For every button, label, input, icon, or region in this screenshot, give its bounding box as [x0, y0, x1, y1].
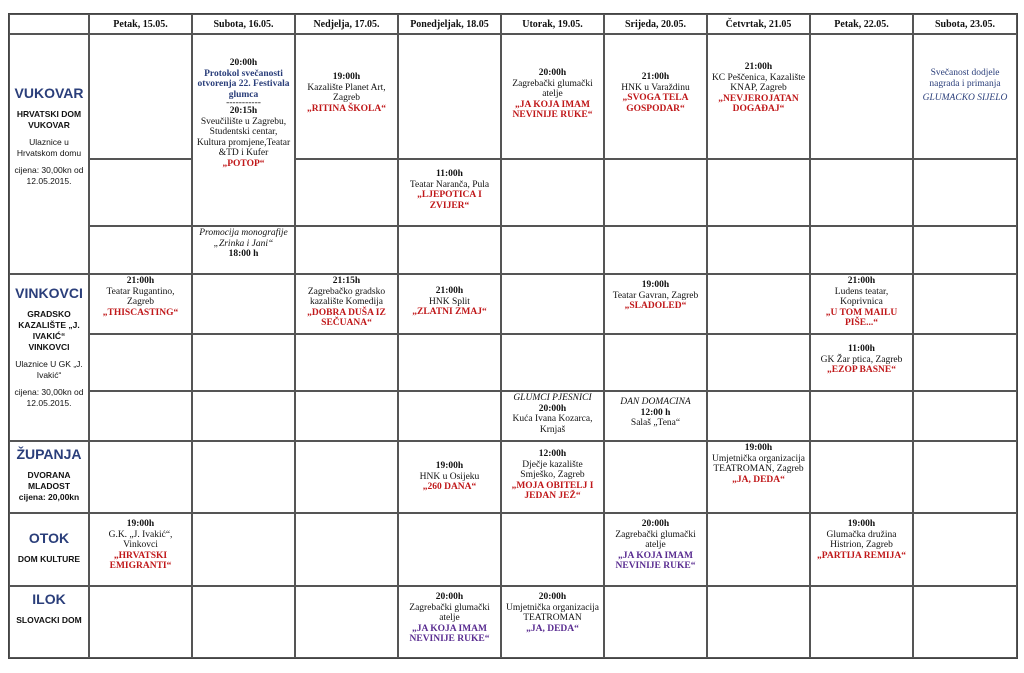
schedule-cell — [295, 586, 398, 658]
vinkovci-row-3 — [9, 391, 1017, 441]
day-header: Petak, 15.05. — [89, 14, 192, 34]
event-cell — [501, 391, 604, 441]
schedule-cell — [89, 159, 192, 226]
schedule-cell — [295, 441, 398, 513]
day-header: Ponedjeljak, 18.05 — [398, 14, 501, 34]
schedule-cell — [192, 391, 295, 441]
vinkovci-row-1 — [9, 274, 1017, 334]
event-time: 20:15h — [229, 106, 258, 116]
schedule-cell — [501, 334, 604, 391]
event-time: 19:00h — [332, 72, 361, 82]
schedule-cell — [398, 34, 501, 159]
event-cell — [501, 34, 604, 159]
schedule-cell — [913, 226, 1017, 274]
event-show: „RITINA ŠKOLA“ — [307, 103, 386, 114]
city-name: OTOK — [28, 530, 70, 546]
city-cell-zupanja — [9, 441, 89, 513]
event-venue: Zagrebački glumački atelje — [512, 78, 593, 99]
day-header: Četvrtak, 21.05 — [707, 14, 810, 34]
event-time: 19:00h — [641, 280, 670, 290]
event-cell — [501, 441, 604, 513]
event-venue: Umjetnička organizacija TEATROMAN, Zagreb — [712, 453, 805, 474]
event-venue: Teatar Rugantino, Zagreb — [106, 286, 175, 307]
event-cell — [810, 274, 913, 334]
event-cell — [89, 513, 192, 586]
event-show: „THISCASTING“ — [102, 307, 179, 318]
schedule-cell — [604, 586, 707, 658]
event-show: „U TOM MAILU PIŠE...“ — [825, 307, 898, 328]
event-venue: Ludens teatar, Koprivnica — [834, 286, 889, 307]
city-name: ILOK — [32, 591, 66, 607]
event-venue: GK Žar ptica, Zagreb — [820, 354, 903, 365]
schedule-cell — [810, 441, 913, 513]
event-show: „HRVATSKI EMIGRANTI“ — [109, 550, 172, 571]
event-show: „POTOP“ — [222, 158, 265, 169]
event-italic-title: GLUMACKO SIJELO — [922, 93, 1008, 103]
day-header: Utorak, 19.05. — [501, 14, 604, 34]
event-ceremony: Svečanost dodjele nagrada i primanja — [929, 68, 1001, 89]
event-venue: HNK Split — [429, 296, 470, 307]
schedule-cell — [810, 159, 913, 226]
festival-schedule-table — [8, 13, 1018, 659]
schedule-cell — [89, 391, 192, 441]
event-cell — [501, 586, 604, 658]
event-venue: Sveučilište u Zagrebu, Studentski centar, Kultura promjene,Teatar &TD i Kufer — [196, 116, 291, 158]
vukovar-row-2 — [9, 159, 1017, 226]
event-cell — [398, 274, 501, 334]
event-italic-title: GLUMCI PJESNICI — [513, 393, 592, 403]
city-venue: HRVATSKI DOM VUKOVAR — [16, 109, 82, 130]
event-time: 19:00h — [126, 519, 155, 529]
schedule-cell — [295, 391, 398, 441]
day-header: Subota, 16.05. — [192, 14, 295, 34]
otok-row — [9, 513, 1017, 586]
schedule-cell — [810, 34, 913, 159]
city-price: cijena: 30,00kn od 12.05.2015. — [14, 387, 84, 408]
event-promo: Promocija monografije „Zrinka i Jani“ — [199, 228, 288, 249]
city-tickets: Ulaznice U GK „J. Ivakić“ — [15, 359, 83, 380]
schedule-cell — [398, 513, 501, 586]
schedule-cell — [604, 334, 707, 391]
event-show: „SLADOLED“ — [624, 301, 687, 311]
event-time: 21:15h — [332, 276, 361, 286]
event-time: 20:00h — [538, 68, 567, 78]
schedule-cell — [501, 226, 604, 274]
event-cell — [192, 34, 295, 226]
event-venue: Zagrebačko gradsko kazalište Komedija — [307, 286, 386, 307]
schedule-cell — [604, 441, 707, 513]
event-show: „LJEPOTICA I ZVIJER“ — [417, 190, 482, 211]
city-name: VINKOVCI — [15, 285, 83, 301]
schedule-cell — [913, 274, 1017, 334]
event-time: 20:00h — [229, 58, 258, 68]
schedule-cell — [89, 34, 192, 159]
event-time: 19:00h — [744, 443, 773, 453]
event-cell — [295, 34, 398, 159]
event-show: „MOJA OBITELJ I JEDAN JEŽ“ — [511, 480, 594, 501]
schedule-cell — [604, 226, 707, 274]
event-divider: ----------- — [226, 98, 261, 108]
event-time: 21:00h — [744, 62, 773, 72]
schedule-cell — [810, 226, 913, 274]
schedule-cell — [604, 159, 707, 226]
event-time: 11:00h — [848, 344, 875, 354]
event-cell — [604, 34, 707, 159]
event-cell — [89, 274, 192, 334]
schedule-cell — [913, 159, 1017, 226]
day-header: Srijeda, 20.05. — [604, 14, 707, 34]
schedule-cell — [295, 159, 398, 226]
event-cell — [604, 513, 707, 586]
event-venue: Zagrebački glumački atelje — [409, 602, 490, 623]
event-venue: Teatar Naranča, Pula — [409, 179, 490, 190]
schedule-cell — [192, 586, 295, 658]
event-venue: Zagrebački glumački atelje — [615, 529, 696, 550]
schedule-cell — [707, 274, 810, 334]
schedule-cell — [89, 441, 192, 513]
schedule-cell — [913, 586, 1017, 658]
event-venue: Dječje kazalište Smješko, Zagreb — [520, 459, 585, 480]
schedule-cell — [707, 334, 810, 391]
event-title: Protokol svečanosti otvorenja 22. Festivala glumca — [197, 68, 290, 100]
event-show: „JA, DEDA“ — [732, 474, 785, 485]
event-cell — [810, 334, 913, 391]
schedule-cell — [192, 513, 295, 586]
event-show: „JA KOJA IMAM NEVINIJE RUKE“ — [512, 99, 593, 120]
city-price: cijena: 30,00kn od 12.05.2015. — [14, 165, 84, 186]
event-time: 11:00h — [436, 169, 463, 179]
schedule-cell — [398, 391, 501, 441]
event-time: 19:00h — [435, 461, 464, 471]
event-time: 12:00h — [538, 449, 567, 459]
schedule-cell — [707, 513, 810, 586]
schedule-cell — [295, 334, 398, 391]
event-venue: Kuća Ivana Kozarca, Krnjaš — [512, 414, 593, 435]
event-show: „JA, DEDA“ — [526, 623, 579, 634]
event-time: 21:00h — [641, 72, 670, 82]
city-tickets: Ulaznice u Hrvatskom domu — [16, 137, 82, 158]
vukovar-row-3 — [9, 226, 1017, 274]
schedule-cell — [192, 274, 295, 334]
schedule-cell — [810, 391, 913, 441]
event-cell — [707, 441, 810, 513]
event-time: 20:00h — [538, 403, 567, 414]
event-venue: HNK u Varaždinu — [621, 82, 690, 93]
event-time: 18:00 h — [228, 249, 259, 259]
event-show: „260 DANA“ — [422, 482, 477, 492]
event-time: 20:00h — [435, 592, 464, 602]
event-venue: Teatar Gavran, Zagreb — [612, 290, 699, 301]
event-venue: Kazalište Planet Art, Zagreb — [307, 82, 386, 103]
event-time: 21:00h — [847, 276, 876, 286]
schedule-cell — [89, 334, 192, 391]
event-cell — [398, 159, 501, 226]
event-cell — [398, 441, 501, 513]
schedule-cell — [192, 441, 295, 513]
day-header: Petak, 22.05. — [810, 14, 913, 34]
event-show: „DOBRA DUŠA IZ SEČUANA“ — [307, 307, 386, 328]
city-price: cijena: 20,00kn — [18, 492, 80, 502]
event-show: „NEVJEROJATAN DOGAĐAJ“ — [718, 93, 799, 114]
event-cell — [398, 586, 501, 658]
event-cell — [810, 513, 913, 586]
event-cell — [295, 274, 398, 334]
event-time: 20:00h — [538, 592, 567, 602]
event-venue: KC Peščenica, Kazalište KNAP, Zagreb — [711, 72, 806, 93]
city-cell-otok — [9, 513, 89, 586]
schedule-cell — [810, 586, 913, 658]
event-venue: Salaš „Tena“ — [630, 418, 681, 428]
event-cell — [192, 226, 295, 274]
event-show: „ZLATNI ZMAJ“ — [412, 307, 487, 317]
schedule-cell — [192, 334, 295, 391]
event-show: „PARTIJA REMIJA“ — [817, 550, 906, 561]
day-header: Nedjelja, 17.05. — [295, 14, 398, 34]
day-header: Subota, 23.05. — [913, 14, 1017, 34]
schedule-cell — [89, 226, 192, 274]
event-show: „EZOP BASNE“ — [827, 365, 896, 375]
header-row — [9, 14, 1017, 34]
city-cell-vinkovci — [9, 274, 89, 441]
event-venue: Glumačka družina Histrion, Zagreb — [826, 529, 897, 550]
event-time: 21:00h — [126, 276, 155, 286]
event-show: „JA KOJA IMAM NEVINIJE RUKE“ — [409, 623, 490, 644]
event-venue: HNK u Osijeku — [419, 471, 480, 482]
schedule-cell — [501, 513, 604, 586]
schedule-cell — [707, 391, 810, 441]
city-name: VUKOVAR — [14, 85, 84, 101]
event-cell — [913, 34, 1017, 159]
event-cell — [707, 34, 810, 159]
event-cell — [604, 391, 707, 441]
event-time: 12:00 h — [640, 407, 671, 418]
schedule-cell — [398, 334, 501, 391]
zupanja-row — [9, 441, 1017, 513]
event-time: 19:00h — [847, 519, 876, 529]
schedule-cell — [707, 159, 810, 226]
schedule-cell — [913, 513, 1017, 586]
event-time: 20:00h — [641, 519, 670, 529]
event-venue: Umjetnička organizacija TEATROMAN — [506, 602, 599, 623]
ilok-row — [9, 586, 1017, 658]
schedule-cell — [707, 586, 810, 658]
schedule-cell — [913, 441, 1017, 513]
schedule-cell — [707, 226, 810, 274]
city-cell-vukovar — [9, 34, 89, 274]
city-venue: DVORANA MLADOST — [27, 470, 71, 491]
schedule-cell — [89, 586, 192, 658]
event-venue: G.K. „J. Ivakić“, Vinkovci — [108, 529, 173, 550]
vukovar-row-1 — [9, 34, 1017, 159]
city-venue: DOM KULTURE — [17, 554, 81, 564]
schedule-cell — [295, 226, 398, 274]
event-show: „SVOGA TELA GOSPODAR“ — [622, 93, 689, 114]
city-cell-ilok — [9, 586, 89, 658]
event-cell — [604, 274, 707, 334]
city-venue: SLOVACKI DOM — [16, 615, 82, 625]
event-time: 21:00h — [435, 286, 464, 296]
schedule-cell — [501, 159, 604, 226]
event-show: „JA KOJA IMAM NEVINIJE RUKE“ — [615, 550, 696, 571]
schedule-cell — [913, 334, 1017, 391]
corner-cell — [9, 14, 89, 34]
schedule-cell — [295, 513, 398, 586]
schedule-cell — [501, 274, 604, 334]
vinkovci-row-2 — [9, 334, 1017, 391]
schedule-cell — [398, 226, 501, 274]
city-venue: GRADSKO KAZALIŠTE „J. IVAKIĆ“ VINKOVCI — [18, 309, 80, 352]
schedule-cell — [913, 391, 1017, 441]
event-italic-title: DAN DOMACINA — [620, 397, 691, 407]
city-name: ŽUPANJA — [16, 446, 82, 462]
